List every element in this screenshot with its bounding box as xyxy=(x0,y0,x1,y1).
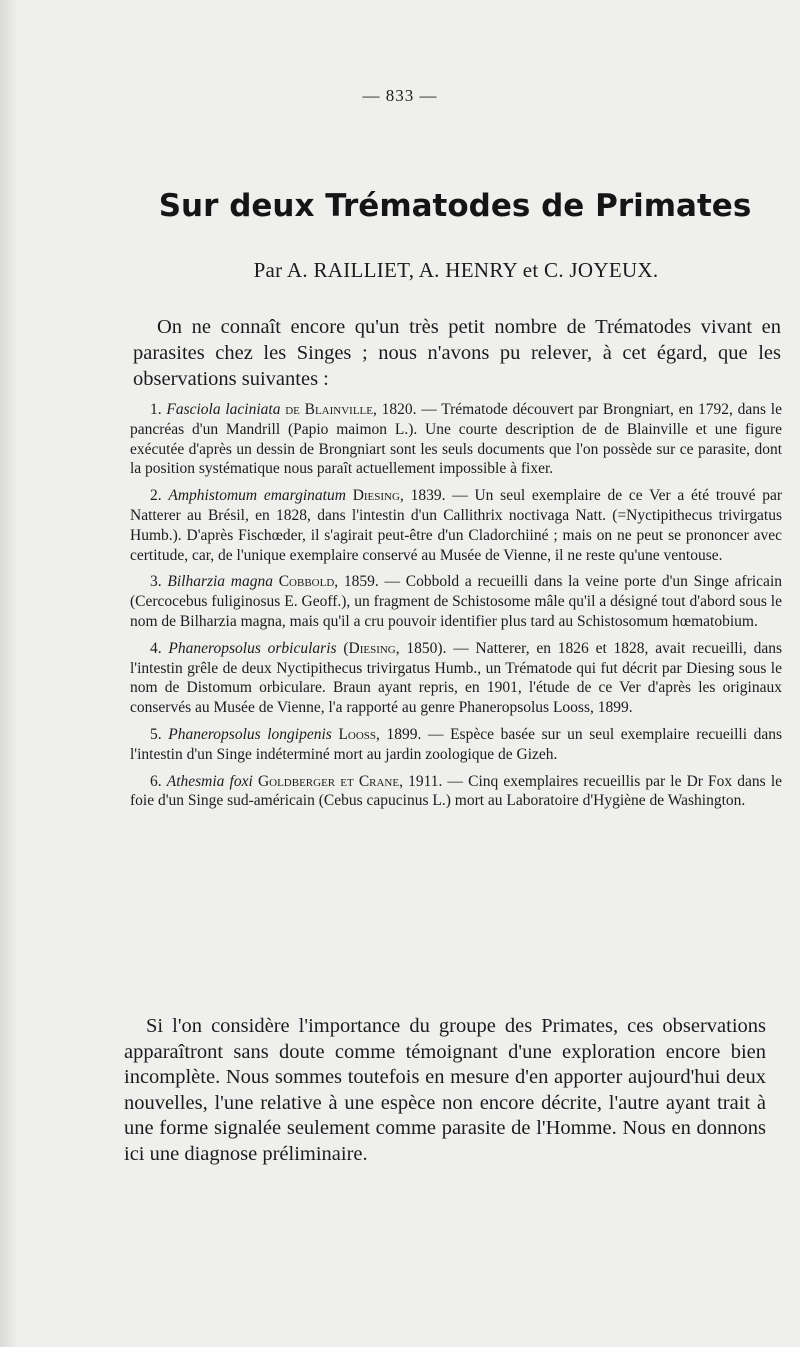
entry-species: Phaneropsolus longipenis xyxy=(168,725,332,743)
entry-text: , 1850). — Natterer, en 1826 et 1828, avait recueilli, dans l'intestin grêle de deux Nyctipithecus trivirgatus Humb., un Trématode qui fut décrit par Diesing sous le nom de Distomum orbiculare. Braun ayant repris, en 1901, l'étude de ce Ver d'après les originaux conservés au Musée de Vienne, l'a rapporté au genre Phaneropsolus Looss, 1899. xyxy=(130,639,783,717)
entry-author: de Blainville xyxy=(285,401,373,418)
entry-text: , 1820. — Trématode découvert par Brongniart, en 1792, dans le pancréas d'un Mandrill (Papio maimon L.). Une courte description de de Blainville et une figure exécutée d'après un dessin de Brongniart sont les seuls documents que l'on possède sur ce parasite, dont la position systématique nous paraît actuellement impossible à fixer. xyxy=(130,401,782,478)
entry-species: Bilharzia magna xyxy=(167,573,273,591)
entry-number: 3. xyxy=(150,573,162,591)
entry-author: (Diesing xyxy=(343,639,396,657)
entry-text: , 1859. — Cobbold a recueilli dans la veine porte d'un Singe africain (Cercocebus fuliginosus E. Geoff.), un fragment de Schistosome mâle qu'il a désigné tout d'abord sous le nom de Bilharzia magna, mais qu'il a cru pouvoir identifier plus tard au Schistosomum hœmatobium. xyxy=(130,573,782,630)
entry-number: 5. xyxy=(150,725,162,743)
entry-text: , 1899. — Espèce basée sur un seul exemplaire recueilli dans l'intestin d'un Singe indéterminé mort au jardin zoologique de Gizeh. xyxy=(130,725,783,763)
entry-species: Fasciola laciniata xyxy=(166,401,281,418)
intro-paragraph xyxy=(133,314,781,392)
entry-number: 6. xyxy=(150,772,162,790)
list-item xyxy=(130,400,782,479)
entry-species: Amphistomum emarginatum xyxy=(168,487,346,505)
list-item xyxy=(130,639,782,718)
entry-number: 1. xyxy=(150,401,162,418)
authors-line xyxy=(0,258,800,283)
authors-names: A. RAILLIET, A. HENRY et C. JOYEUX. xyxy=(286,258,659,282)
list-item xyxy=(130,572,782,631)
intro-text: On ne connaît encore qu'un très petit nombre de Trématodes vivant en parasites chez les Singes ; nous n'avons pu relever, à cet égard, que les observations suivantes : xyxy=(133,316,781,390)
entry-number: 4. xyxy=(150,639,162,657)
conclusion-text: Si l'on considère l'importance du groupe des Primates, ces observations apparaîtront sans doute comme témoignant d'une exploration encore bien incomplète. Nous sommes toutefois en mesure d'en apporter aujourd'hui deux nouvelles, l'une relative à une espèce non encore décrite, l'autre ayant trait à une forme signalée seulement comme parasite de l'Homme. Nous en donnons ici une diagnose préliminaire. xyxy=(124,1015,766,1165)
observations-list xyxy=(130,400,782,818)
entry-author: Looss xyxy=(338,725,377,743)
page-number: — 833 — xyxy=(362,86,438,105)
article-title: Sur deux Trématodes de Primates xyxy=(158,188,752,224)
list-item xyxy=(130,725,782,765)
entry-text: , 1839. — Un seul exemplaire de ce Ver a été trouvé par Natterer au Brésil, en 1828, dans l'intestin d'un Callithrix noctivaga Natt. (=Nyctipithecus trivirgatus Humb.). D'après Fischœder, il s'agirait peut-être d'un Cladorchiiné ; mais on ne peut se prononcer avec certitude, car, de l'unique exemplaire conservé au Musée de Vienne, il ne reste qu'une ventouse. xyxy=(130,487,783,564)
authors-prefix: Par xyxy=(253,258,283,282)
conclusion-paragraph xyxy=(124,1014,766,1167)
entry-text: , 1911. — Cinq exemplaires recueillis par le Dr Fox dans le foie d'un Singe sud-américain (Cebus capucinus L.) mort au Laboratoire d'Hygiène de Washington. xyxy=(130,772,783,810)
entry-author: Goldberger et Crane xyxy=(257,772,400,790)
entry-species: Athesmia foxi xyxy=(166,772,253,790)
entry-species: Phaneropsolus orbicularis xyxy=(168,639,337,657)
entry-number: 2. xyxy=(150,487,162,505)
list-item xyxy=(130,772,782,812)
entry-author: Diesing xyxy=(352,487,400,505)
entry-author: Cobbold xyxy=(278,573,335,591)
list-item xyxy=(130,486,782,565)
